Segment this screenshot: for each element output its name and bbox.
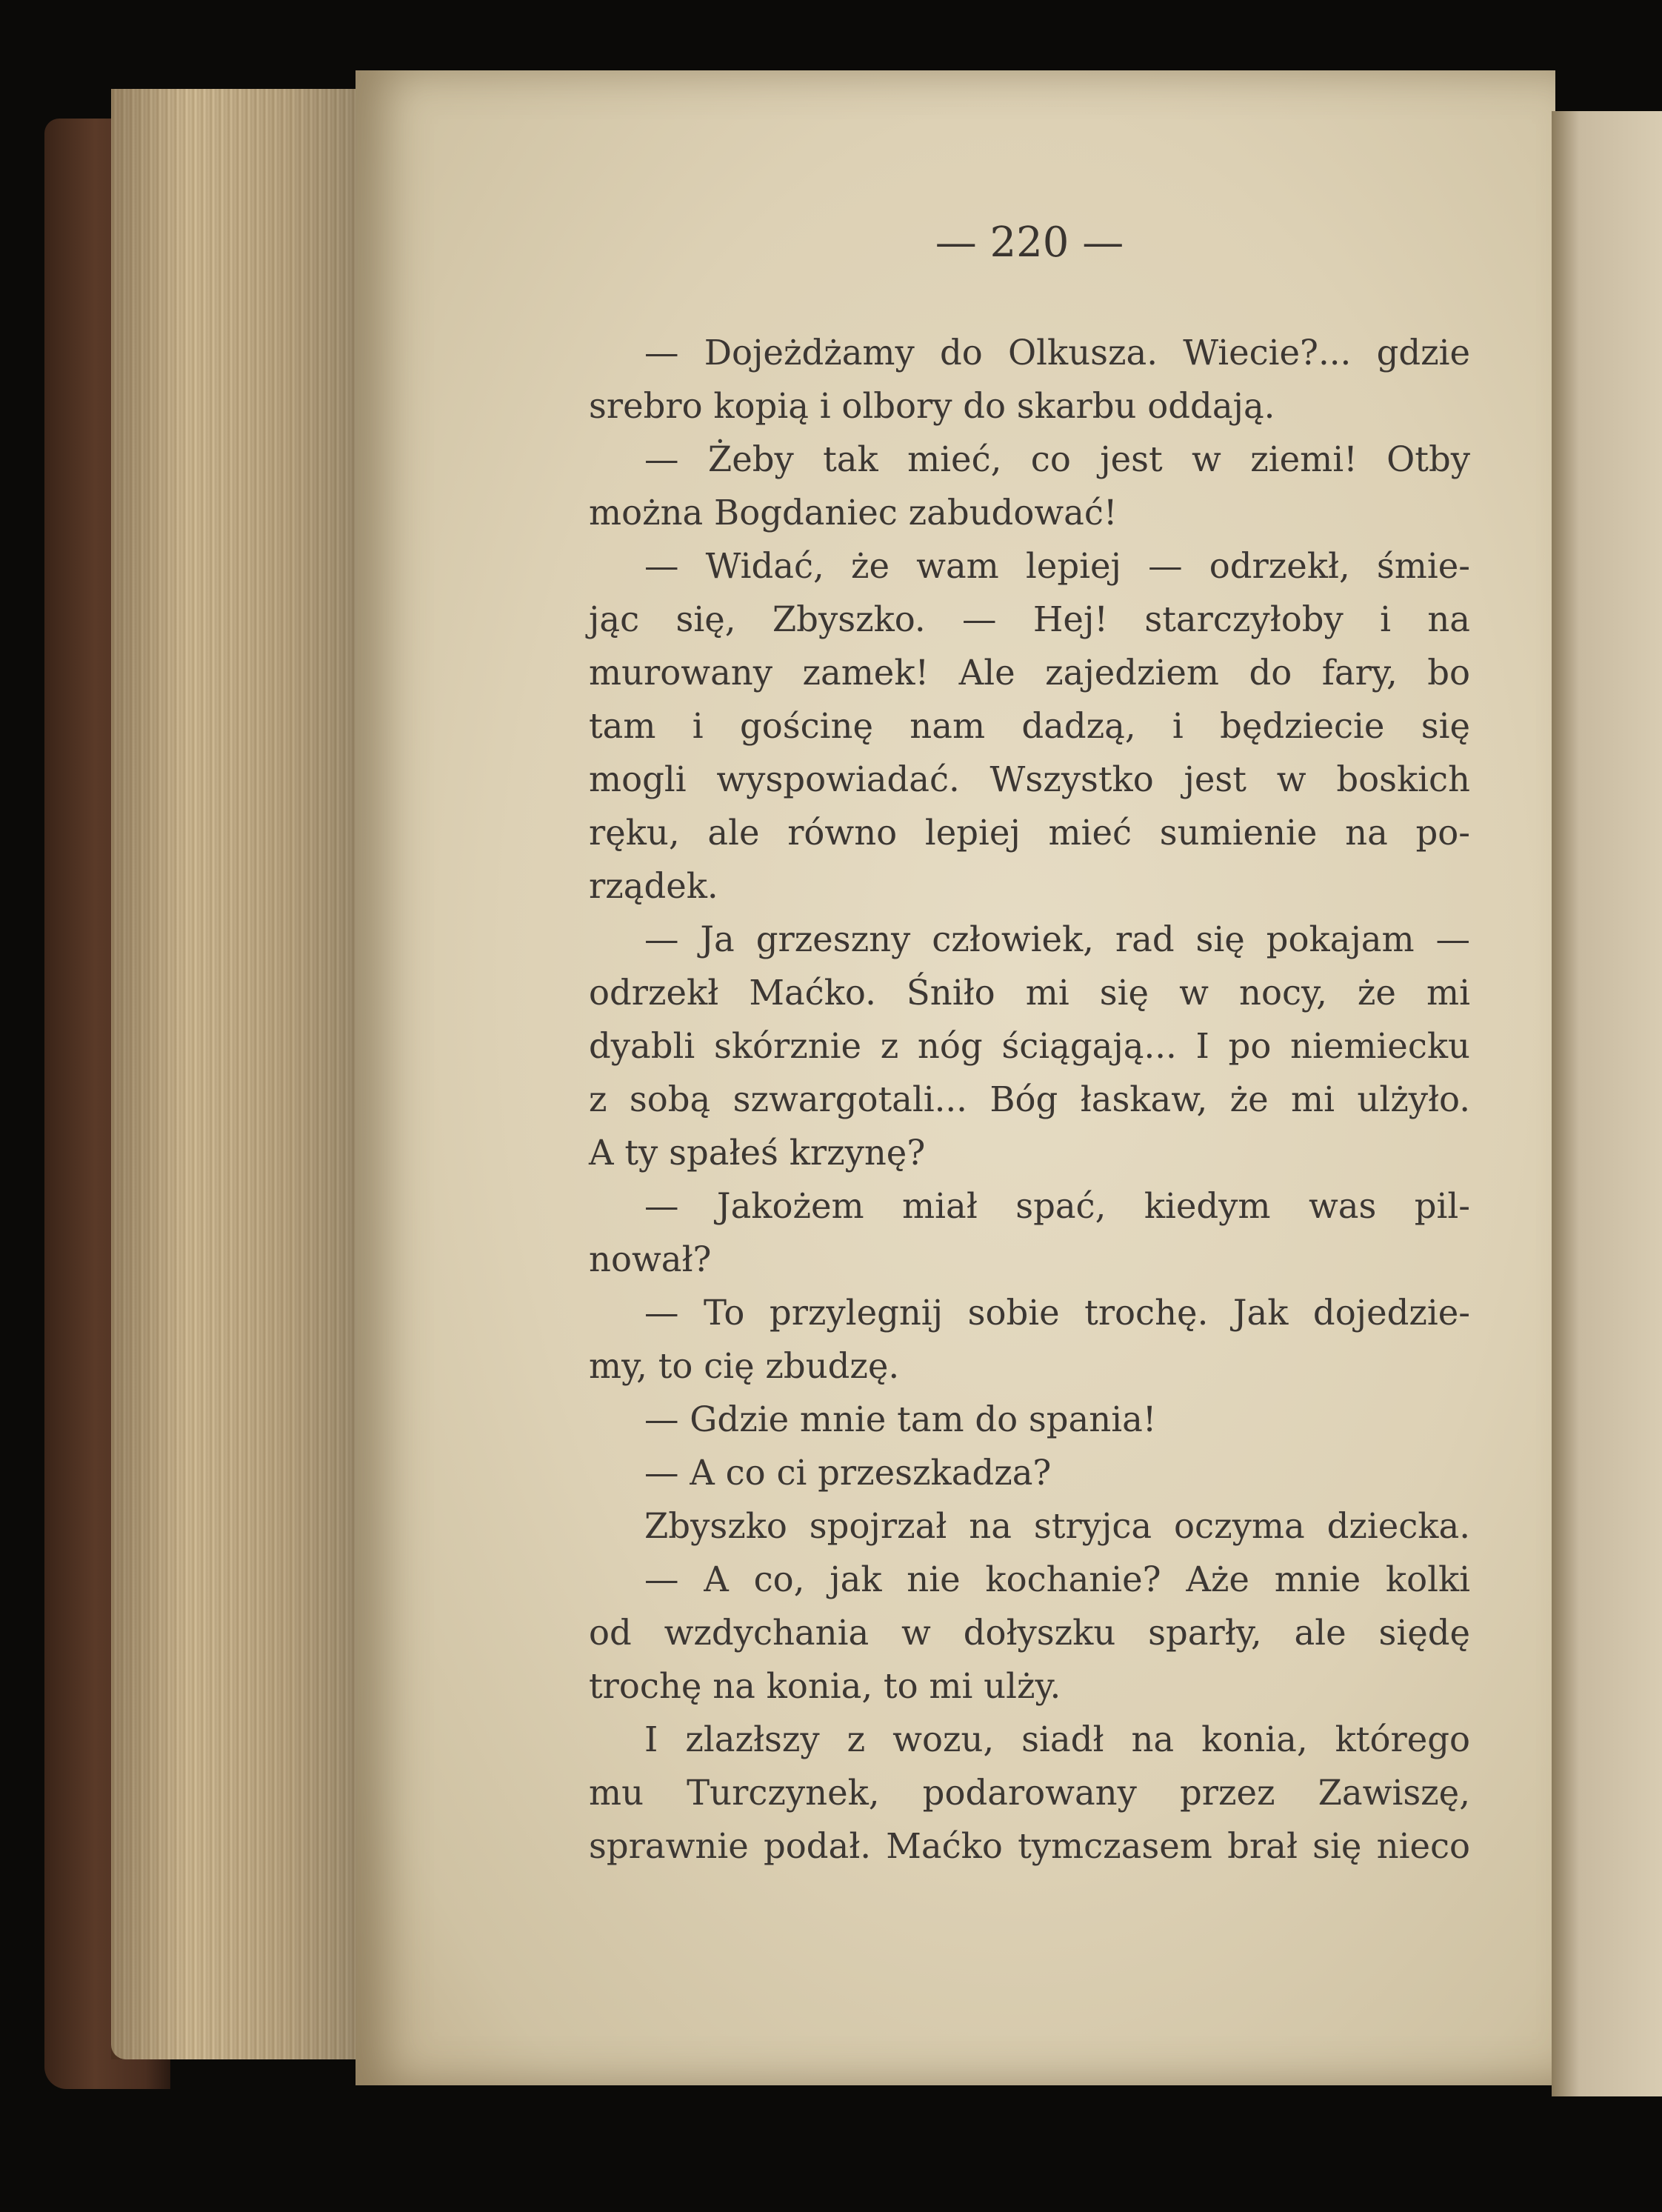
text-line: my, to cię zbudzę. (589, 1346, 900, 1386)
text-line: — A co ci przeszkadza? (644, 1453, 1052, 1493)
text-line: można Bogdaniec zabudować! (589, 493, 1118, 533)
text-line: ręku, ale równo lepiej mieć sumienie na po- (589, 813, 1470, 853)
text-line: I zlazłszy z wozu, siadł na konia, którego (644, 1719, 1470, 1759)
text-line: — Dojeżdżamy do Olkusza. Wiecie?... gdzie (644, 333, 1470, 373)
text-line: z sobą szwargotali... Bóg łaskaw, że mi ulżyło. (589, 1079, 1470, 1119)
text-line: Zbyszko spojrzał na stryjca oczyma dziecka. (644, 1506, 1470, 1546)
facing-page-edge (1552, 111, 1662, 2096)
text-line: od wzdychania w dołyszku sparły, ale siędę (589, 1613, 1470, 1653)
text-line: — To przylegnij sobie trochę. Jak dojedzie- (644, 1293, 1470, 1333)
text-line: dyabli skórznie z nóg ściągają... I po niemiecku (589, 1026, 1470, 1066)
text-line: — Jakożem miał spać, kiedym was pil- (644, 1186, 1470, 1226)
text-line: trochę na konia, to mi ulży. (589, 1666, 1061, 1706)
text-line: sprawnie podał. Maćko tymczasem brał się nieco (589, 1826, 1470, 1866)
text-line: odrzekł Maćko. Śniło mi się w nocy, że mi (589, 973, 1470, 1013)
text-line: mu Turczynek, podarowany przez Zawiszę, (589, 1773, 1470, 1813)
text-line: — Widać, że wam lepiej — odrzekł, śmie- (644, 546, 1470, 586)
text-line: murowany zamek! Ale zajedziem do fary, bo (589, 653, 1470, 693)
text-line: — Ja grzeszny człowiek, rad się pokajam — (644, 919, 1470, 959)
text-line: A ty spałeś krzynę? (589, 1133, 926, 1173)
text-line: rządek. (589, 866, 718, 906)
text-line: nował? (589, 1239, 712, 1279)
text-line: — Żeby tak mieć, co jest w ziemi! Otby (644, 439, 1470, 479)
text-line: srebro kopią i olbory do skarbu oddają. (589, 386, 1275, 426)
text-line: jąc się, Zbyszko. — Hej! starczyłoby i na (589, 599, 1470, 639)
page-number: — 220 — (935, 219, 1124, 267)
page-block-edges (111, 89, 370, 2059)
text-line: tam i gościnę nam dadzą, i będziecie się (589, 706, 1470, 746)
text-line: mogli wyspowiadać. Wszystko jest w boskich (589, 759, 1470, 799)
text-line: — A co, jak nie kochanie? Aże mnie kolki (644, 1559, 1470, 1599)
text-line: — Gdzie mnie tam do spania! (644, 1399, 1157, 1439)
page-text (589, 326, 1470, 1873)
